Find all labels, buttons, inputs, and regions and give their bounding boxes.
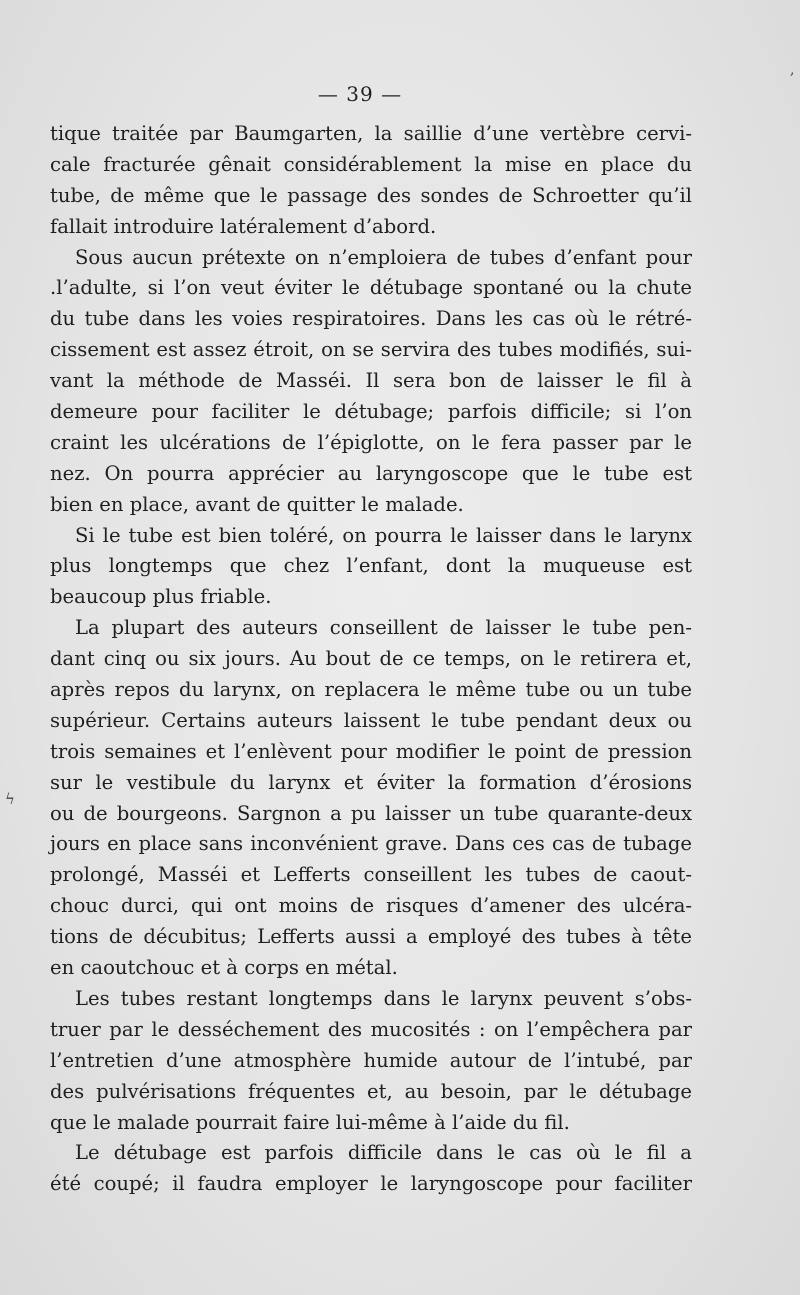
text-line: nez. On pourra apprécier au laryngoscope que le tube est <box>50 461 692 485</box>
text-line: dant cinq ou six jours. Au bout de ce temps, on le retirera et, <box>50 647 692 671</box>
text-line: truer par le desséchement des mucosités : on l’empêchera par <box>50 1017 692 1041</box>
text-line: La plupart des auteurs conseillent de laisser le tube pen- <box>75 616 692 640</box>
text-line: du tube dans les voies respiratoires. Dans les cas où le rétré- <box>50 307 692 331</box>
text-line: sur le vestibule du larynx et éviter la formation d’érosions <box>50 770 692 794</box>
paragraph <box>50 243 692 521</box>
text-line: après repos du larynx, on replacera le même tube ou un tube <box>50 678 692 702</box>
text-line: été coupé; il faudra employer le laryngoscope pour faciliter <box>50 1172 692 1196</box>
page-number: — 39 — <box>317 82 403 106</box>
text-line: tions de décubitus; Lefferts aussi a employé des tubes à tête <box>50 925 692 949</box>
text-line: fallait introduire latéralement d’abord. <box>50 214 437 238</box>
text-line: que le malade pourrait faire lui-même à l’aide du fil. <box>50 1110 570 1134</box>
text-line: en caoutchouc et à corps en métal. <box>50 956 398 980</box>
text-line: cissement est assez étroit, on se servira des tubes modifiés, sui- <box>50 338 692 362</box>
paragraph <box>50 613 692 984</box>
text-line: demeure pour faciliter le détubage; parfois difficile; si l’on <box>50 400 692 424</box>
text-line: ou de bourgeons. Sargnon a pu laisser un tube quarante-deux <box>50 801 692 825</box>
text-line: Les tubes restant longtemps dans le larynx peuvent s’obs- <box>75 986 692 1010</box>
text-line: tique traitée par Baumgarten, la saillie d’une vertèbre cervi- <box>50 122 692 145</box>
text-line: cale fracturée gênait considérablement la mise en place du <box>50 152 692 176</box>
paragraph <box>50 1138 692 1200</box>
edge-mark: , <box>790 62 795 78</box>
text-line: .l’adulte, si l’on veut éviter le détubage spontané ou la chute <box>50 276 692 300</box>
body-text <box>50 119 692 1200</box>
text-line: Le détubage est parfois difficile dans le cas où le fil a <box>75 1141 692 1165</box>
text-line: craint les ulcérations de l’épiglotte, on le fera passer par le <box>50 430 692 454</box>
paragraph <box>50 984 692 1138</box>
text-line: jours en place sans inconvénient grave. Dans ces cas de tubage <box>50 832 692 856</box>
text-line: supérieur. Certains auteurs laissent le tube pendant deux ou <box>50 708 692 732</box>
paragraph <box>50 521 692 614</box>
text-line: l’entretien d’une atmosphère humide autour de l’intubé, par <box>50 1048 692 1072</box>
text-line: Sous aucun prétexte on n’emploiera de tubes d’enfant pour <box>75 245 692 269</box>
text-line: trois semaines et l’enlèvent pour modifier le point de pression <box>50 739 692 763</box>
margin-mark: ϟ <box>5 790 15 808</box>
text-line: vant la méthode de Masséi. Il sera bon de laisser le fil à <box>50 369 692 393</box>
text-line: prolongé, Masséi et Lefferts conseillent les tubes de caout- <box>50 863 692 887</box>
text-line: plus longtemps que chez l’enfant, dont la muqueuse est <box>50 554 692 578</box>
text-line: beaucoup plus friable. <box>50 585 272 609</box>
text-line: chouc durci, qui ont moins de risques d’amener des ulcéra- <box>50 894 692 918</box>
text-line: des pulvérisations fréquentes et, au besoin, par le détubage <box>50 1079 692 1103</box>
paragraph <box>50 119 692 243</box>
text-line: Si le tube est bien toléré, on pourra le laisser dans le larynx <box>75 523 692 547</box>
text-line: tube, de même que le passage des sondes de Schroetter qu’il <box>50 183 692 207</box>
text-line: bien en place, avant de quitter le malade. <box>50 492 464 516</box>
